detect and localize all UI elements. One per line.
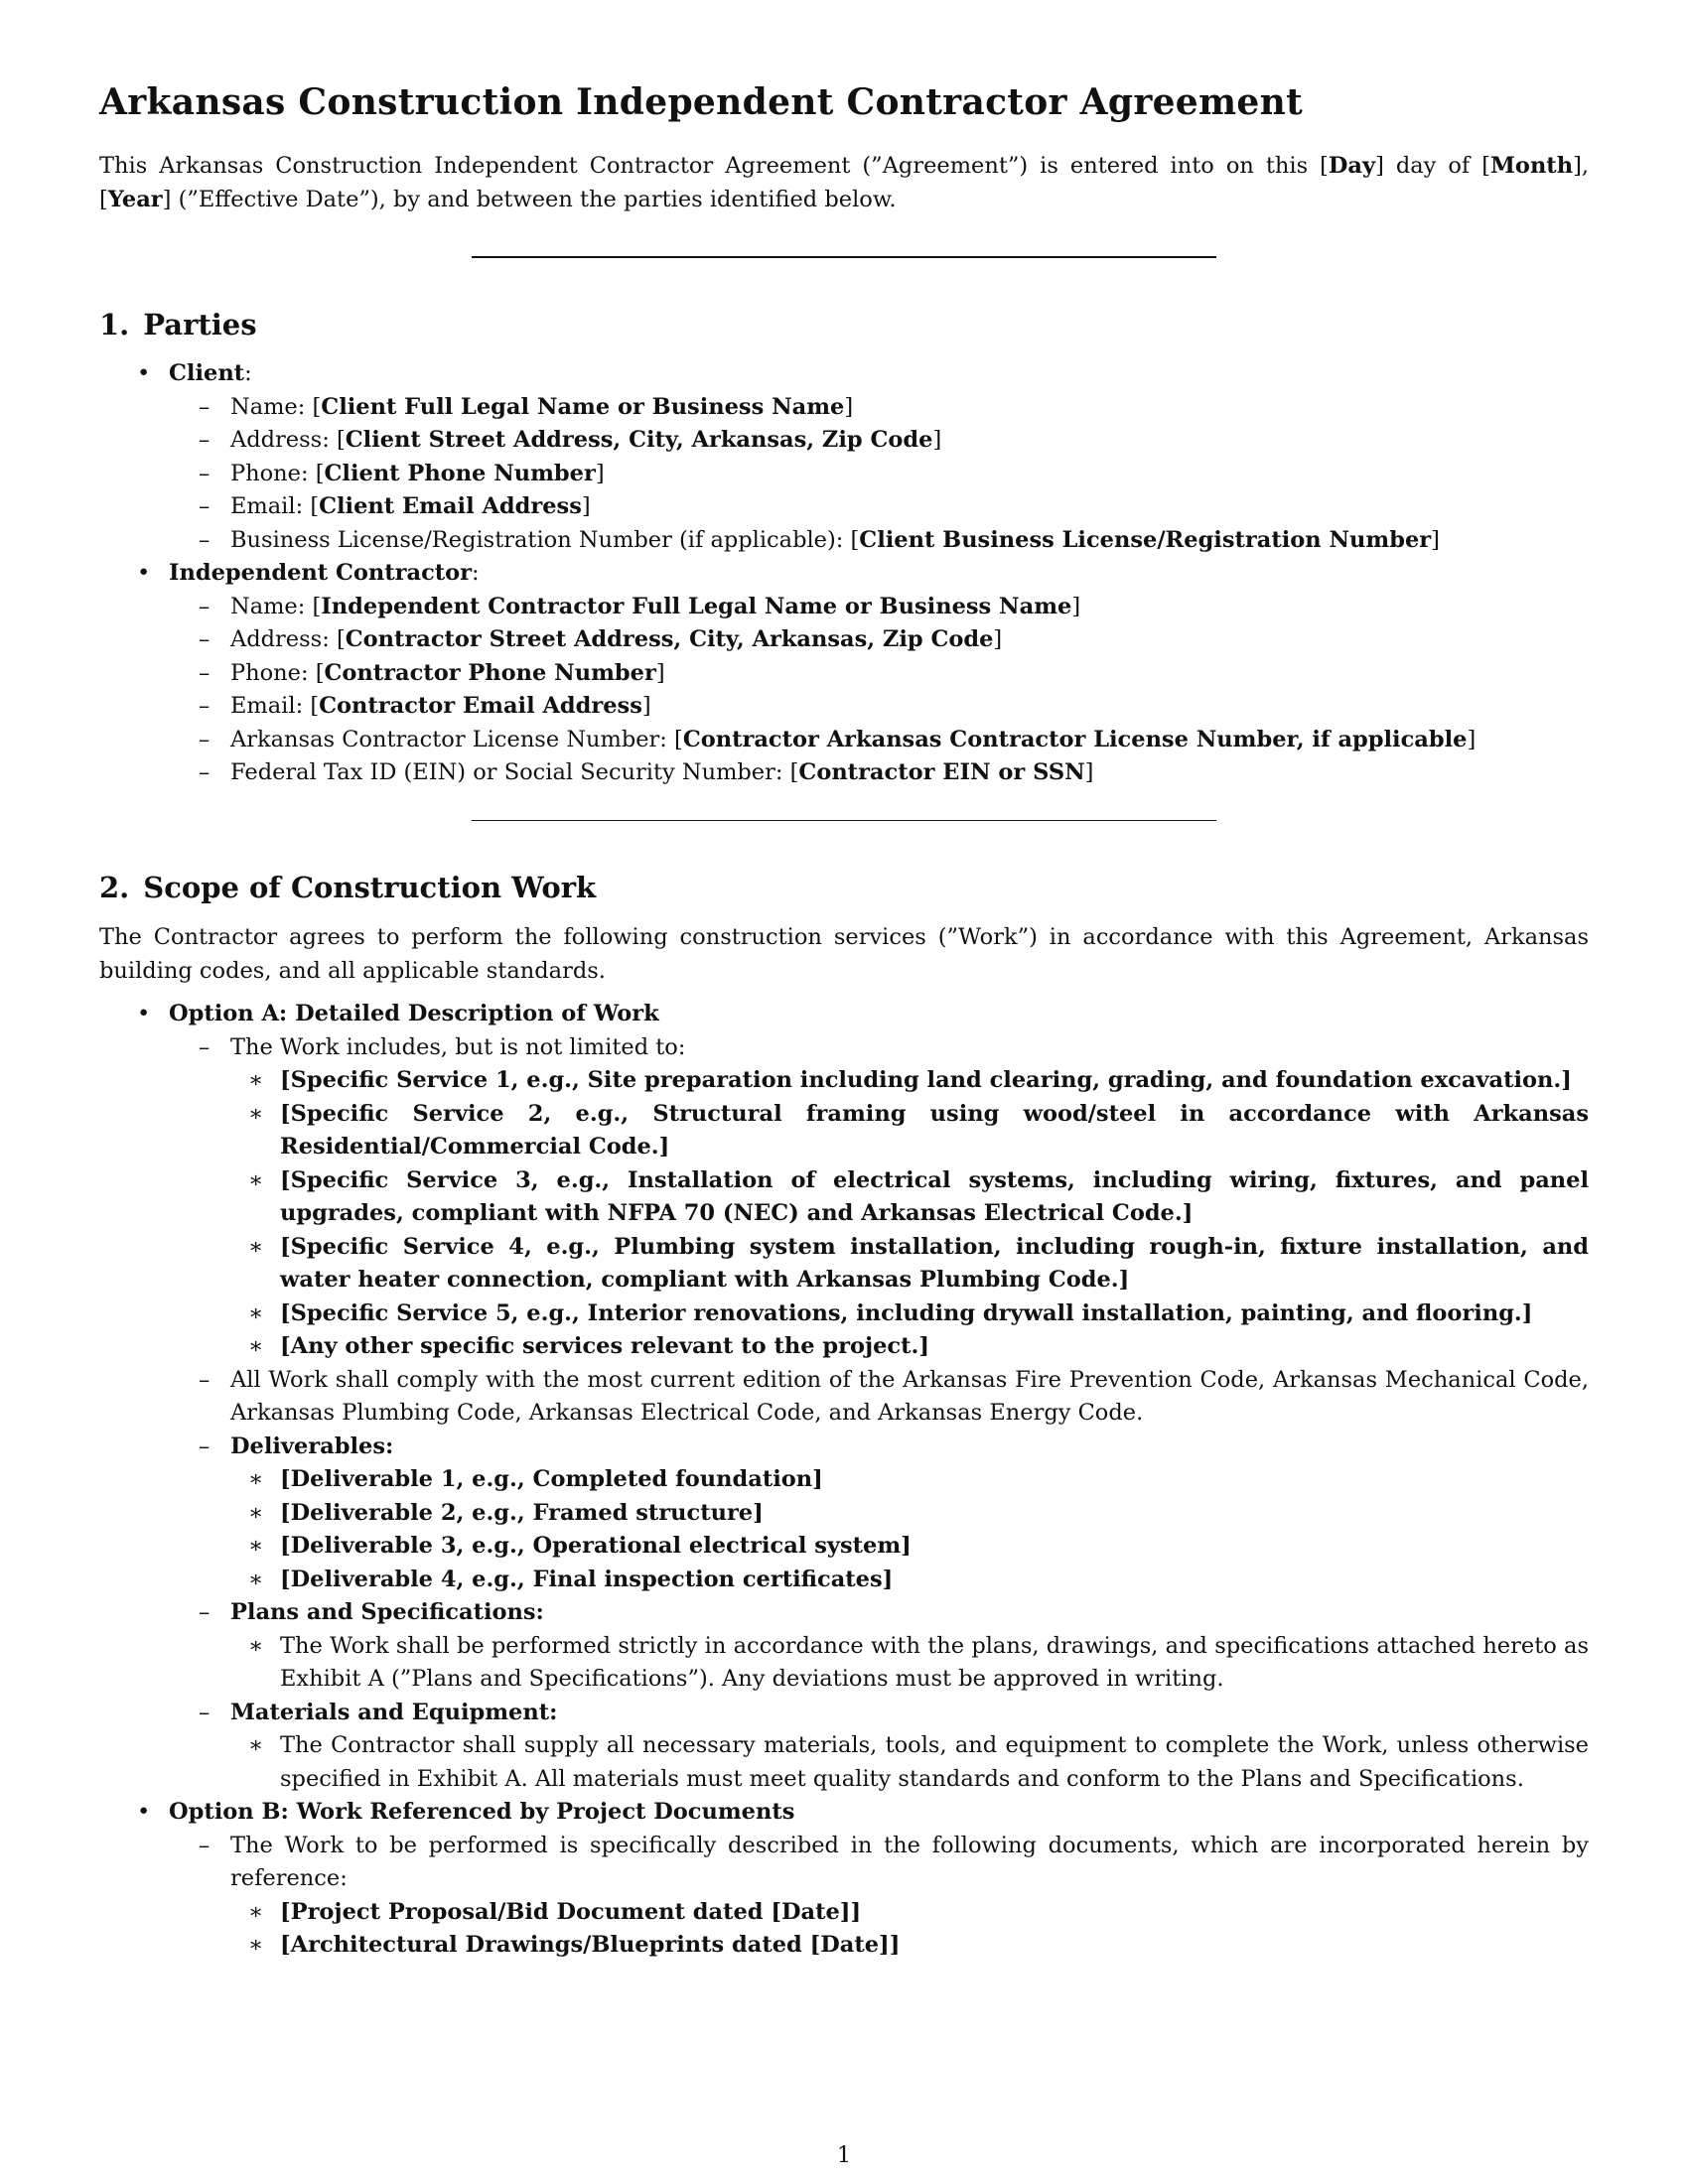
field-label: Email: <box>230 693 311 719</box>
list-item: – Business License/Registration Number (if applicable): [Client Business License/Registration Number] <box>99 524 1589 558</box>
field-label: Address: <box>230 626 337 652</box>
field-value: Independent Contractor Full Legal Name or Business Name <box>321 593 1072 619</box>
dash-icon: – <box>199 759 211 785</box>
list-item: • Client: – Name: [Client Full Legal Name or Business Name] – Address: [Client Street Address, City, Arkansas, Zip Code] – Phone: [Client Phone Number] – Email: [Client Email Address] – Business License/Registration Number (if applicable): [Client Business License/Registration Number] <box>99 357 1589 557</box>
list-item <box>99 1031 1589 1364</box>
item-value: Project Proposal/Bid Document dated [Date] <box>290 1898 851 1925</box>
deliverables-label: Deliverables: <box>230 1433 394 1459</box>
document-title: Arkansas Construction Independent Contractor Agreement <box>99 81 1304 123</box>
field-value: Contractor Street Address, City, Arkansas, Zip Code <box>345 626 994 652</box>
work-includes-text: The Work includes, but is not limited to: <box>230 1033 686 1060</box>
item-value: Deliverable 2, e.g., Framed structure <box>290 1499 754 1526</box>
list-item <box>99 1098 1589 1164</box>
dash-icon: – <box>199 659 211 686</box>
field-label: Arkansas Contractor License Number: <box>230 726 675 752</box>
field-value: Client Business License/Registration Number <box>859 526 1432 553</box>
section-number: 1. <box>99 308 130 341</box>
list-item: – Address: [Contractor Street Address, City, Arkansas, Zip Code] <box>99 623 1589 657</box>
list-item: – Address: [Client Street Address, City, Arkansas, Zip Code] <box>99 424 1589 458</box>
list-item-text: [Deliverable 4, e.g., Final inspection certificates] <box>280 1566 894 1592</box>
list-item-text: [Deliverable 3, e.g., Operational electrical system] <box>280 1533 912 1559</box>
asterisk-icon: ∗ <box>248 1299 264 1326</box>
asterisk-icon: ∗ <box>248 1466 264 1492</box>
asterisk-icon: ∗ <box>248 1499 264 1526</box>
materials-text: The Contractor shall supply all necessary materials, tools, and equipment to complete the Work, unless otherwise specified in Exhibit A. All materials must meet quality standards and conform to the Plans and Specifications. <box>280 1732 1589 1792</box>
list-item-text: [Project Proposal/Bid Document dated [Date]] <box>280 1898 862 1925</box>
field-value: Contractor Email Address <box>319 693 642 719</box>
list-item <box>99 1497 1589 1531</box>
field-value: Client Email Address <box>319 493 582 519</box>
field-label: Federal Tax ID (EIN) or Social Security Number: <box>230 759 790 785</box>
list-item <box>99 1929 1589 1963</box>
field-value: Contractor Phone Number <box>324 659 656 686</box>
dash-icon: – <box>199 1599 211 1625</box>
field-value: Contractor Arkansas Contractor License Number, if applicable <box>682 726 1468 752</box>
bullet-icon: • <box>137 360 151 386</box>
compliance-text: All Work shall comply with the most current edition of the Arkansas Fire Prevention Code, Arkansas Mechanical Code, Arkansas Plumbing Code, Arkansas Electrical Code, and Arkansas Energy Code. <box>230 1366 1589 1426</box>
option-a-label: Option A: Detailed Description of Work <box>169 1001 659 1026</box>
list-item <box>99 1830 1589 1963</box>
dash-icon: – <box>199 393 211 420</box>
client-details-list <box>169 391 1589 558</box>
deliverables-list <box>230 1463 1589 1596</box>
field-value: Client Full Legal Name or Business Name <box>321 393 845 420</box>
item-value: Specific Service 5, e.g., Interior renovations, including drywall installation, painting, and flooring. <box>290 1299 1522 1326</box>
item-value: Specific Service 4, e.g., Plumbing system installation, including rough-in, fixture installation, and water heater connection, compliant with Arkansas Plumbing Code. <box>280 1233 1589 1293</box>
dash-icon: – <box>199 626 211 652</box>
year-placeholder: Year <box>107 187 163 212</box>
list-item <box>99 1364 1589 1431</box>
list-item <box>99 1231 1589 1297</box>
option-b-text: The Work to be performed is specifically described in the following documents, which are incorporated herein by reference: <box>230 1832 1589 1891</box>
day-placeholder: Day <box>1328 153 1376 179</box>
horizontal-rule <box>472 256 1216 258</box>
list-item <box>99 1064 1589 1098</box>
list-item: – Phone: [Client Phone Number] <box>99 458 1589 491</box>
materials-label: Materials and Equipment: <box>230 1699 558 1725</box>
documents-list <box>230 1896 1589 1963</box>
field-value: Client Phone Number <box>324 460 596 486</box>
list-item <box>99 1431 1589 1597</box>
list-item <box>99 1796 1589 1963</box>
field-label: Email: <box>230 493 311 519</box>
asterisk-icon: ∗ <box>248 1166 264 1193</box>
field-value: Client Street Address, City, Arkansas, Zip Code <box>345 427 933 453</box>
document-page <box>99 81 1589 1963</box>
list-item-text: [Deliverable 1, e.g., Completed foundation] <box>280 1466 823 1492</box>
asterisk-icon: ∗ <box>248 1233 264 1260</box>
intro-text: This Arkansas Construction Independent Contractor Agreement (”Agreement”) is entered into on this [ <box>99 153 1329 179</box>
list-item-text: [Specific Service 1, e.g., Site preparation including land clearing, grading, and foundation excavation.] <box>280 1067 1572 1093</box>
asterisk-icon: ∗ <box>248 1333 264 1359</box>
list-item <box>99 1164 1589 1231</box>
asterisk-icon: ∗ <box>248 1533 264 1559</box>
list-item: – Email: [Contractor Email Address] <box>99 690 1589 724</box>
list-item-text: [Any other specific services relevant to the project.] <box>280 1333 930 1359</box>
intro-text: ] day of [ <box>1375 153 1491 179</box>
section-number: 2. <box>99 871 130 904</box>
list-item <box>99 1530 1589 1564</box>
section-title: Scope of Construction Work <box>143 871 597 904</box>
contractor-label: Independent Contractor <box>169 560 473 586</box>
field-label: Phone: <box>230 460 316 486</box>
asterisk-icon: ∗ <box>248 1067 264 1093</box>
asterisk-icon: ∗ <box>248 1732 264 1758</box>
list-item <box>99 998 1589 1796</box>
field-label: Name: <box>230 393 313 420</box>
field-label: Address: <box>230 427 337 453</box>
asterisk-icon: ∗ <box>248 1898 264 1925</box>
option-b-label: Option B: Work Referenced by Project Documents <box>169 1799 795 1825</box>
list-item: – Email: [Client Email Address] <box>99 490 1589 524</box>
list-item-text: [Architectural Drawings/Blueprints dated [Date]] <box>280 1932 901 1958</box>
list-item-text: [Specific Service 4, e.g., Plumbing system installation, including rough-in, fixture installation, and water heater connection, compliant with Arkansas Plumbing Code.] <box>280 1233 1589 1293</box>
list-item: – Federal Tax ID (EIN) or Social Security Number: [Contractor EIN or SSN] <box>99 756 1589 790</box>
dash-icon: – <box>199 1832 211 1858</box>
plans-list <box>230 1630 1589 1697</box>
dash-icon: – <box>199 693 211 719</box>
list-item <box>99 1729 1589 1796</box>
list-item <box>99 1463 1589 1497</box>
option-a-list <box>169 1031 1589 1797</box>
list-item-text: [Deliverable 2, e.g., Framed structure] <box>280 1499 764 1526</box>
intro-paragraph <box>99 149 1589 216</box>
section-heading-parties <box>99 308 1589 341</box>
bullet-icon: • <box>137 560 151 586</box>
field-label: Phone: <box>230 659 316 686</box>
page-number: 1 <box>836 2142 852 2168</box>
option-b-list <box>169 1830 1589 1963</box>
asterisk-icon: ∗ <box>248 1100 264 1127</box>
dash-icon: – <box>199 1366 211 1393</box>
contractor-details-list <box>169 591 1589 790</box>
client-label: Client <box>169 360 245 386</box>
item-value: Architectural Drawings/Blueprints dated [Date] <box>290 1932 890 1958</box>
list-item <box>99 1596 1589 1697</box>
dash-icon: – <box>199 460 211 486</box>
services-list <box>230 1064 1589 1364</box>
section-title: Parties <box>143 308 257 341</box>
field-label: Business License/Registration Number (if applicable): <box>230 526 851 553</box>
list-item-text: [Specific Service 2, e.g., Structural framing using wood/steel in accordance with Arkansas Residential/Commercial Code.] <box>280 1100 1589 1160</box>
month-placeholder: Month <box>1490 153 1574 179</box>
list-item: – Arkansas Contractor License Number: [Contractor Arkansas Contractor License Number, if applicable] <box>99 724 1589 757</box>
intro-text: ], [ <box>99 153 1589 212</box>
bullet-icon: • <box>137 1001 151 1026</box>
list-item: – Name: [Independent Contractor Full Legal Name or Business Name] <box>99 591 1589 624</box>
item-value: Specific Service 2, e.g., Structural framing using wood/steel in accordance with Arkansas Residential/Commercial Code. <box>280 1100 1589 1160</box>
plans-text: The Work shall be performed strictly in accordance with the plans, drawings, and specifications attached hereto as Exhibit A (”Plans and Specifications”). Any deviations must be approved in writing. <box>280 1632 1589 1692</box>
dash-icon: – <box>199 1033 211 1060</box>
item-value: Deliverable 4, e.g., Final inspection certificates <box>290 1566 883 1592</box>
dash-icon: – <box>199 726 211 752</box>
list-item: – Phone: [Contractor Phone Number] <box>99 657 1589 691</box>
dash-icon: – <box>199 593 211 619</box>
scope-intro: The Contractor agrees to perform the following construction services (”Work”) in accordance with this Agreement, Arkansas building codes, and all applicable standards. <box>99 924 1589 984</box>
list-item <box>99 1297 1589 1331</box>
list-item <box>99 1564 1589 1597</box>
item-value: Deliverable 1, e.g., Completed foundation <box>290 1466 813 1492</box>
list-item <box>99 1896 1589 1930</box>
plans-label: Plans and Specifications: <box>230 1599 544 1625</box>
dash-icon: – <box>199 1433 211 1459</box>
list-item-text: [Specific Service 5, e.g., Interior renovations, including drywall installation, painting, and flooring.] <box>280 1299 1533 1326</box>
field-label: Name: <box>230 593 313 619</box>
asterisk-icon: ∗ <box>248 1566 264 1592</box>
list-item <box>99 1697 1589 1797</box>
section-heading-scope <box>99 871 1589 904</box>
item-value: Specific Service 1, e.g., Site preparation including land clearing, grading, and foundation excavation. <box>290 1067 1562 1093</box>
dash-icon: – <box>199 1699 211 1725</box>
list-item <box>99 1330 1589 1364</box>
intro-text: ] (”Effective Date”), by and between the parties identified below. <box>162 187 897 212</box>
asterisk-icon: ∗ <box>248 1632 264 1659</box>
dash-icon: – <box>199 427 211 453</box>
item-value: Specific Service 3, e.g., Installation of electrical systems, including wiring, fixtures, and panel upgrades, compliant with NFPA 70 (NEC) and Arkansas Electrical Code. <box>280 1166 1589 1226</box>
asterisk-icon: ∗ <box>248 1932 264 1958</box>
scope-options-list <box>99 998 1589 1963</box>
item-value: Any other specific services relevant to the project. <box>290 1333 919 1359</box>
dash-icon: – <box>199 493 211 519</box>
list-item-text: [Specific Service 3, e.g., Installation of electrical systems, including wiring, fixtures, and panel upgrades, compliant with NFPA 70 (NEC) and Arkansas Electrical Code.] <box>280 1166 1589 1226</box>
horizontal-rule <box>472 820 1216 822</box>
list-item: – Name: [Client Full Legal Name or Business Name] <box>99 391 1589 425</box>
list-item: • Independent Contractor: – Name: [Independent Contractor Full Legal Name or Business Name] – Address: [Contractor Street Address, City, Arkansas, Zip Code] – Phone: [Contractor Phone Number] – Email: [Contractor Email Address] – Arkansas Contractor License Number: [Contractor Arkansas Contractor License Number, if applicable] – Federal Tax ID (EIN) or Social Security Number: [Contractor EIN or SSN] <box>99 557 1589 790</box>
materials-list <box>230 1729 1589 1796</box>
dash-icon: – <box>199 526 211 553</box>
item-value: Deliverable 3, e.g., Operational electrical system <box>290 1533 902 1559</box>
field-value: Contractor EIN or SSN <box>798 759 1085 785</box>
parties-list <box>99 357 1589 790</box>
list-item <box>99 1630 1589 1697</box>
bullet-icon: • <box>137 1799 151 1825</box>
